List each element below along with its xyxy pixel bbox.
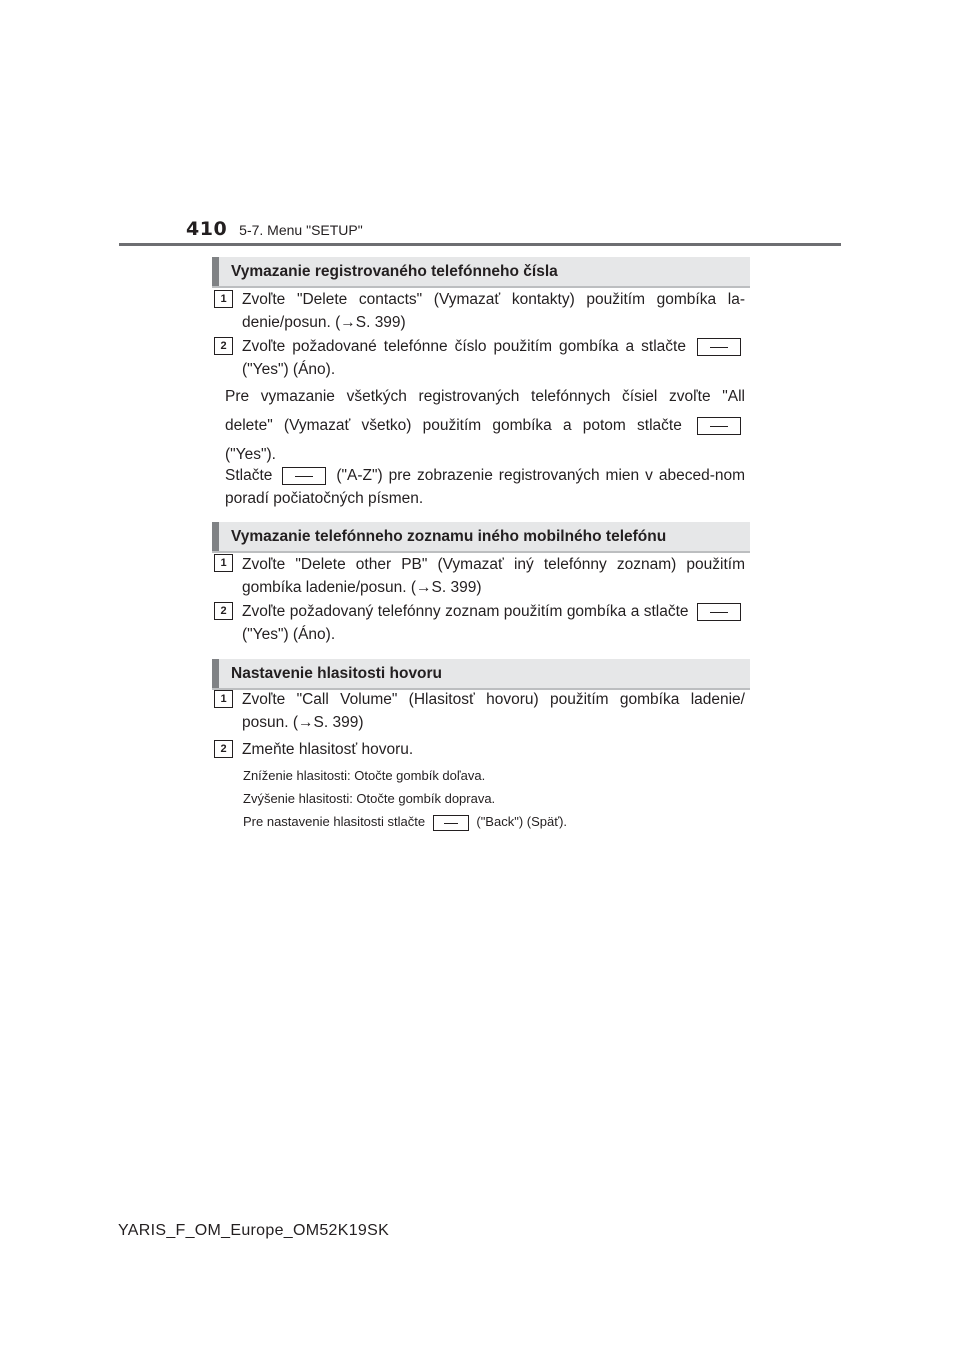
detail-text: Zníženie hlasitosti: Otočte gombík doľava.	[243, 768, 486, 783]
az-button-icon	[282, 467, 326, 485]
step-number-badge: 1	[214, 290, 233, 308]
note-text: Stlačte ("A-Z") pre zobrazenie registrovaných mien v abeced-nom poradí počiatočných písmen.	[225, 467, 746, 507]
header-divider	[119, 243, 841, 246]
step-number-badge: 2	[214, 337, 233, 355]
step-text: Zvoľte "Call Volume" (Hlasitosť hovoru) použitím gombíka ladenie/ posun. (→S. 399)	[242, 691, 745, 731]
step-number-badge: 1	[214, 690, 233, 708]
detail-text: Zvýšenie hlasitosti: Otočte gombík doprava.	[243, 791, 496, 806]
section-title-delete-number: Vymazanie registrovaného telefónneho čísla	[212, 257, 750, 286]
section-title-call-volume: Nastavenie hlasitosti hovoru	[212, 659, 750, 688]
step-number-badge: 2	[214, 740, 233, 758]
step-text: Zvoľte požadovaný telefónny zoznam použitím gombíka a stlačte ("Yes") (Áno).	[242, 600, 745, 646]
step-number-badge: 1	[214, 554, 233, 572]
note-text: Pre vymazanie všetkých registrovaných telefónnych čísiel zvoľte "All delete" (Vymazať všetko) použitím gombíka a potom stlačte ("Yes").	[225, 388, 745, 463]
detail-text: Pre nastavenie hlasitosti stlačte ("Back") (Späť).	[243, 814, 568, 829]
step-number-badge: 2	[214, 602, 233, 620]
back-button-icon	[433, 815, 469, 831]
step-text: Zvoľte "Delete contacts" (Vymazať kontakty) použitím gombíka la-denie/posun. (→S. 399)	[242, 291, 745, 331]
step-text: Zvoľte "Delete other PB" (Vymazať iný telefónny zoznam) použitím gombíka ladenie/posun. (→S. 399)	[242, 556, 745, 596]
yes-button-icon	[697, 417, 741, 435]
step-text: Zvoľte požadované telefónne číslo použitím gombíka a stlačte ("Yes") (Áno).	[242, 335, 745, 381]
yes-button-icon	[697, 603, 741, 621]
chapter-label: 5-7. Menu "SETUP"	[239, 222, 363, 238]
page-number: 410	[186, 218, 228, 240]
section-title-delete-phonebook: Vymazanie telefónneho zoznamu iného mobilného telefónu	[212, 522, 750, 551]
step-text: Zmeňte hlasitosť hovoru.	[242, 741, 414, 758]
yes-button-icon	[697, 338, 741, 356]
document-footer: YARIS_F_OM_Europe_OM52K19SK	[118, 1222, 390, 1239]
